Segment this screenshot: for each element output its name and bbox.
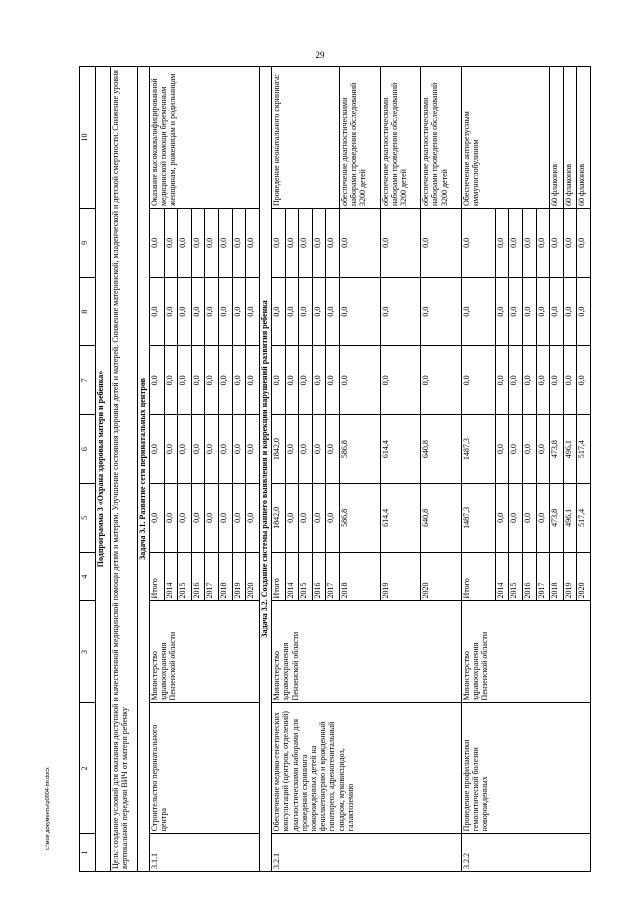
value-cell: 0,0 [326, 209, 340, 278]
col-header: 2 [80, 703, 96, 834]
task-row [259, 67, 271, 872]
footer-path: c:\мои документы\p0904-пп.docx [45, 767, 51, 850]
value-cell: 0,0 [509, 346, 523, 415]
value-cell: 0,0 [326, 277, 340, 346]
value-cell: 640,8 [421, 415, 462, 484]
year-cell: 2020 [577, 552, 591, 601]
value-cell: 0,0 [232, 346, 246, 415]
year-cell: 2014 [285, 552, 299, 601]
year-cell: 2015 [299, 552, 313, 601]
year-cell: 2018 [218, 552, 232, 601]
value-cell: 0,0 [536, 346, 550, 415]
year-cell: 2014 [164, 552, 178, 601]
value-cell: 0,0 [178, 346, 192, 415]
value-cell: 0,0 [577, 209, 591, 278]
value-cell: 0,0 [232, 277, 246, 346]
value-cell: 0,0 [285, 277, 299, 346]
year-cell: 2015 [178, 552, 192, 601]
value-cell: 0,0 [495, 209, 509, 278]
col-header: 9 [80, 209, 96, 278]
value-cell: 0,0 [461, 209, 495, 278]
value-cell: 0,0 [205, 346, 219, 415]
item-result-year: 60 флаконов [563, 67, 577, 209]
value-cell: 0,0 [299, 209, 313, 278]
value-cell: 0,0 [577, 346, 591, 415]
value-cell: 640,8 [421, 483, 462, 552]
value-cell: 0,0 [150, 346, 165, 415]
value-cell: 0,0 [461, 277, 495, 346]
value-cell: 0,0 [150, 415, 165, 484]
value-cell: 0,0 [380, 277, 421, 346]
year-cell: Итого [272, 552, 286, 601]
data-row [150, 67, 165, 872]
value-cell: 0,0 [232, 483, 246, 552]
value-cell: 614,4 [380, 415, 421, 484]
value-cell: 0,0 [326, 483, 340, 552]
item-result-year: 60 флаконов [550, 67, 564, 209]
value-cell: 0,0 [285, 483, 299, 552]
item-result: Проведение неонатального скрининга: [272, 67, 340, 209]
value-cell: 0,0 [246, 415, 260, 484]
value-cell: 0,0 [523, 483, 537, 552]
rotated-table-wrapper [79, 66, 591, 872]
value-cell: 0,0 [312, 277, 326, 346]
item-executor: Министерство здравоохранения Пензенской области [272, 601, 462, 703]
value-cell: 0,0 [495, 277, 509, 346]
value-cell: 0,0 [191, 209, 205, 278]
value-cell: 0,0 [299, 346, 313, 415]
value-cell: 0,0 [509, 483, 523, 552]
year-cell: 2017 [326, 552, 340, 601]
value-cell: 0,0 [218, 277, 232, 346]
item-executor: Министерство здравоохранения Пензенской области [150, 601, 260, 703]
header-row [80, 67, 96, 872]
col-header: 10 [80, 67, 96, 209]
value-cell: 614,4 [380, 483, 421, 552]
value-cell: 0,0 [509, 415, 523, 484]
value-cell: 0,0 [461, 346, 495, 415]
col-header: 1 [80, 834, 96, 872]
value-cell: 0,0 [218, 483, 232, 552]
value-cell: 0,0 [272, 346, 286, 415]
item-executor: Министерство здравоохранения Пензенской области [461, 601, 590, 703]
value-cell: 0,0 [246, 209, 260, 278]
item-result-year: обеспечение диагностическими наборами проведения обследований 3200 детей [380, 67, 421, 209]
value-cell: 0,0 [178, 209, 192, 278]
value-cell: 0,0 [178, 415, 192, 484]
value-cell: 0,0 [536, 415, 550, 484]
value-cell: 0,0 [150, 209, 165, 278]
task-title: Задача 3.2. Создание системы раннего выявления и коррекции нарушений развития ребенка [259, 67, 271, 872]
value-cell: 0,0 [191, 346, 205, 415]
value-cell: 0,0 [232, 415, 246, 484]
value-cell: 0,0 [380, 209, 421, 278]
value-cell: 473,8 [550, 415, 564, 484]
value-cell: 0,0 [285, 415, 299, 484]
program-table [79, 66, 591, 872]
col-header: 4 [80, 552, 96, 601]
value-cell: 0,0 [326, 346, 340, 415]
value-cell: 0,0 [312, 483, 326, 552]
value-cell: 0,0 [218, 209, 232, 278]
value-cell: 0,0 [205, 209, 219, 278]
value-cell: 473,8 [550, 483, 564, 552]
value-cell: 586,8 [339, 415, 380, 484]
value-cell: 0,0 [523, 346, 537, 415]
value-cell: 1842,0 [272, 483, 286, 552]
data-row [272, 67, 286, 872]
year-cell: 2019 [380, 552, 421, 601]
year-cell: 2019 [563, 552, 577, 601]
value-cell: 586,8 [339, 483, 380, 552]
year-cell: 2015 [509, 552, 523, 601]
value-cell: 496,1 [563, 415, 577, 484]
value-cell: 0,0 [550, 209, 564, 278]
value-cell: 0,0 [339, 209, 380, 278]
item-result-year: обеспечение диагностическими наборами проведения обследований 3200 детей [421, 67, 462, 209]
value-cell: 0,0 [536, 483, 550, 552]
value-cell: 0,0 [285, 209, 299, 278]
value-cell: 0,0 [299, 277, 313, 346]
item-number: 3.2.1 [272, 834, 462, 872]
col-header: 3 [80, 601, 96, 703]
value-cell: 0,0 [495, 415, 509, 484]
value-cell: 0,0 [563, 209, 577, 278]
value-cell: 0,0 [191, 277, 205, 346]
col-header: 8 [80, 277, 96, 346]
year-cell: 2014 [495, 552, 509, 601]
item-result-year: 60 флаконов [577, 67, 591, 209]
value-cell: 0,0 [164, 483, 178, 552]
value-cell: 0,0 [150, 277, 165, 346]
item-name: Обеспечение медико-генетических консультаций (центров, отделений) диагностическими наборами для проведения скрининга новорожденных детей на фенилкетонурию и врожденный гипотиреоз, адреногенитальный синдром, муковисцидоз, галактоземию [272, 703, 462, 834]
year-cell: 2017 [205, 552, 219, 601]
value-cell: 0,0 [563, 346, 577, 415]
value-cell: 0,0 [205, 415, 219, 484]
value-cell: 0,0 [550, 277, 564, 346]
year-cell: 2016 [312, 552, 326, 601]
year-cell: 2018 [339, 552, 380, 601]
value-cell: 0,0 [178, 483, 192, 552]
col-header: 6 [80, 415, 96, 484]
year-cell: 2016 [523, 552, 537, 601]
value-cell: 517,4 [577, 415, 591, 484]
value-cell: 0,0 [550, 346, 564, 415]
item-result-year: обеспечение диагностическими наборами проведения обследований 3200 детей [339, 67, 380, 209]
value-cell: 0,0 [164, 277, 178, 346]
task-title: Задача 3.1. Развитие сети перинатальных центров [137, 67, 149, 872]
goal-text: Цель: создание условий для оказания доступной и качественной медицинской помощи детям и матерям. Улучшение состояния здоровья детей и матерей. Снижение материнской, младенческой и детской смертности. Снижение уровня вертикальной передачи ВИЧ от матери ребенку [110, 67, 137, 872]
item-name: Строительство перинатального центра [150, 703, 260, 834]
item-number: 3.2.2 [461, 834, 590, 872]
value-cell: 0,0 [164, 415, 178, 484]
value-cell: 0,0 [218, 346, 232, 415]
value-cell: 0,0 [339, 277, 380, 346]
item-name: Проведение профилактики гемолитической болезни новорожденных [461, 703, 590, 834]
year-cell: 2017 [536, 552, 550, 601]
value-cell: 1487,3 [461, 483, 495, 552]
year-cell: 2020 [246, 552, 260, 601]
value-cell: 0,0 [421, 277, 462, 346]
value-cell: 0,0 [523, 209, 537, 278]
value-cell: 0,0 [285, 346, 299, 415]
year-cell: 2019 [232, 552, 246, 601]
subprogram-row [95, 67, 110, 872]
year-cell: 2020 [421, 552, 462, 601]
value-cell: 517,4 [577, 483, 591, 552]
value-cell: 0,0 [509, 209, 523, 278]
value-cell: 0,0 [299, 415, 313, 484]
value-cell: 0,0 [164, 346, 178, 415]
value-cell: 0,0 [205, 277, 219, 346]
value-cell: 0,0 [523, 277, 537, 346]
item-number: 3.1.1 [150, 834, 260, 872]
value-cell: 0,0 [299, 483, 313, 552]
goal-row [110, 67, 137, 872]
value-cell: 0,0 [563, 277, 577, 346]
year-cell: 2016 [191, 552, 205, 601]
value-cell: 0,0 [380, 346, 421, 415]
value-cell: 0,0 [536, 209, 550, 278]
value-cell: 0,0 [509, 277, 523, 346]
value-cell: 0,0 [523, 415, 537, 484]
value-cell: 0,0 [421, 346, 462, 415]
value-cell: 0,0 [536, 277, 550, 346]
col-header: 5 [80, 483, 96, 552]
year-cell: Итого [461, 552, 495, 601]
value-cell: 0,0 [312, 209, 326, 278]
value-cell: 1487,3 [461, 415, 495, 484]
value-cell: 0,0 [246, 277, 260, 346]
page-number: 29 [315, 50, 325, 60]
value-cell: 0,0 [191, 483, 205, 552]
value-cell: 0,0 [326, 415, 340, 484]
value-cell: 0,0 [178, 277, 192, 346]
value-cell: 0,0 [164, 209, 178, 278]
task-row [137, 67, 149, 872]
value-cell: 0,0 [150, 483, 165, 552]
value-cell: 0,0 [205, 483, 219, 552]
subprogram-title: Подпрограмма 3 «Охрана здоровья матери и ребенка» [95, 67, 110, 872]
col-header: 7 [80, 346, 96, 415]
value-cell: 0,0 [312, 415, 326, 484]
value-cell: 0,0 [272, 209, 286, 278]
value-cell: 0,0 [246, 483, 260, 552]
value-cell: 0,0 [312, 346, 326, 415]
year-cell: Итого [150, 552, 165, 601]
value-cell: 0,0 [421, 209, 462, 278]
value-cell: 1842,0 [272, 415, 286, 484]
year-cell: 2018 [550, 552, 564, 601]
value-cell: 0,0 [246, 346, 260, 415]
item-result: Обеспечение антирезусным иммуноглобулином [461, 67, 549, 209]
value-cell: 0,0 [339, 346, 380, 415]
value-cell: 0,0 [218, 415, 232, 484]
value-cell: 0,0 [232, 209, 246, 278]
data-row [461, 67, 495, 872]
value-cell: 496,1 [563, 483, 577, 552]
value-cell: 0,0 [495, 346, 509, 415]
value-cell: 0,0 [577, 277, 591, 346]
item-result: Оказание высококвалифицированной медицинской помощи беременным женщинам, роженицам и родильницам [150, 67, 260, 209]
value-cell: 0,0 [495, 483, 509, 552]
value-cell: 0,0 [272, 277, 286, 346]
value-cell: 0,0 [191, 415, 205, 484]
